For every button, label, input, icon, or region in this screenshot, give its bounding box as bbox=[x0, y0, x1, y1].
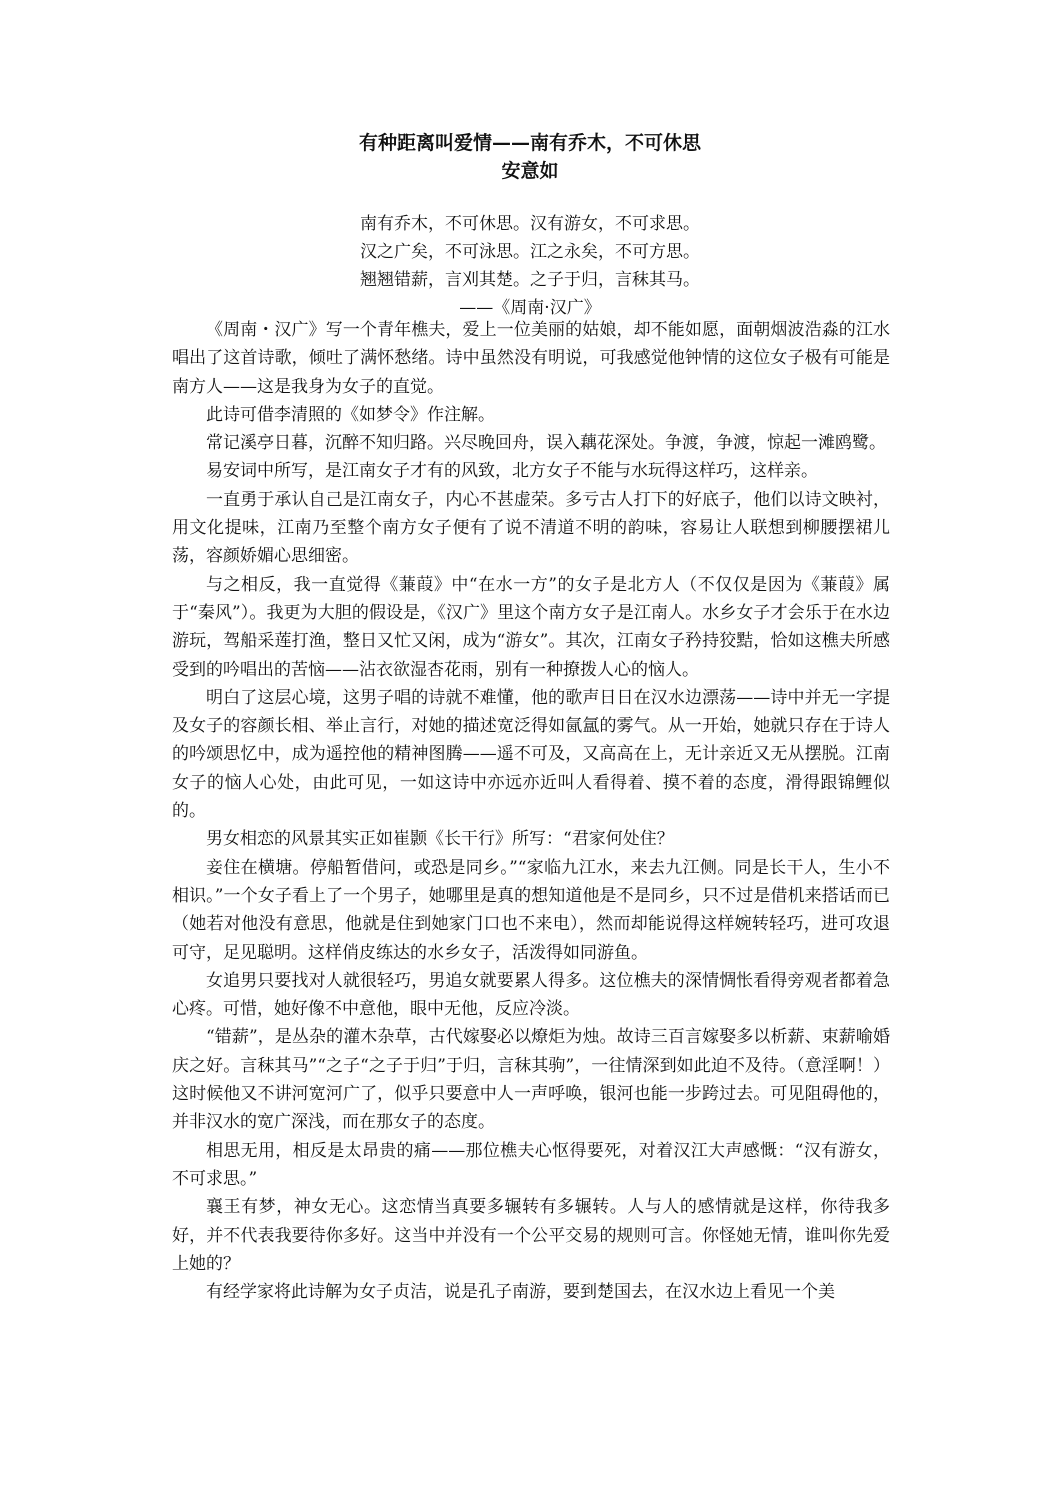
poem-line: 翘翘错薪，言刈其楚。之子于归，言秣其马。 bbox=[360, 270, 700, 290]
paragraph: 男女相恋的风景其实正如崔颢《长干行》所写：“君家何处住？ bbox=[206, 829, 674, 850]
paragraph: 襄王有梦，神女无心。这恋情当真要多辗转有多辗转。人与人的感情就是这样，你待我多好，并不代表我要待你多好。这当中并没有一个公平交易的规则可言。你怪她无情，谁叫你先爱上她的？ bbox=[172, 1197, 890, 1274]
paragraph: 此诗可借李清照的《如梦令》作注解。 bbox=[206, 404, 495, 425]
paragraph: 《周南・汉广》写一个青年樵夫，爱上一位美丽的姑娘，却不能如愿，面朝烟波浩淼的江水唱出了这首诗歌，倾吐了满怀愁绪。诗中虽然没有明说，可我感觉他钟情的这位女子极有可能是南方人——这是我身为女子的直觉。 bbox=[172, 320, 890, 397]
paragraph: 妾住在横塘。停船暂借问，或恐是同乡。”“家临九江水，来去九江侧。同是长干人，生小不相识。”一个女子看上了一个男子，她哪里是真的想知道他是不是同乡，只不过是借机来搭话而已（她若对他没有意思，他就是住到她家门口也不来电），然而却能说得这样婉转轻巧，进可攻退可守，足见聪明。这样俏皮练达的水乡女子，活泼得如同游鱼。 bbox=[172, 857, 890, 963]
poem-source: ——《周南·汉广》 bbox=[459, 298, 601, 318]
poem-line: 汉之广矣，不可泳思。江之永矣，不可方思。 bbox=[360, 242, 700, 262]
paragraph: “错薪”，是丛杂的灌木杂草，古代嫁娶必以燎炬为烛。故诗三百言嫁娶多以析薪、束薪喻婚庆之好。言秣其马”“之子“之子于归”于归，言秣其驹”，一往情深到如此迫不及待。（意淫啊！）这时候他又不讲河宽河广了，似乎只要意中人一声呼唤，银河也能一步跨过去。可见阻碍他的，并非汉水的宽广深浅，而在那女子的态度。 bbox=[172, 1027, 890, 1133]
paragraph: 女追男只要找对人就很轻巧，男追女就要累人得多。这位樵夫的深情惆怅看得旁观者都着急心疼。可惜，她好像不中意他，眼中无他，反应冷淡。 bbox=[172, 970, 890, 1020]
document-author: 安意如 bbox=[501, 160, 559, 182]
paragraph: 一直勇于承认自己是江南女子，内心不甚虚荣。多亏古人打下的好底子，他们以诗文映衬，用文化提味，江南乃至整个南方女子便有了说不清道不明的韵味，容易让人联想到柳腰摆裙儿荡，容颜娇媚心思细密。 bbox=[172, 489, 890, 567]
paragraph: 易安词中所写，是江南女子才有的风致，北方女子不能与水玩得这样巧，这样亲。 bbox=[206, 461, 818, 482]
paragraph: 明白了这层心境，这男子唱的诗就不难懂，他的歌声日日在汉水边漂荡——诗中并无一字提及女子的容颜长相、举止言行，对她的描述宽泛得如氤氲的雾气。从一开始，她就只存在于诗人的吟颂思忆中，成为遥控他的精神图腾——遥不可及，又高高在上，无计亲近又无从摆脱。江南女子的恼人心处，由此可见，一如这诗中亦远亦近叫人看得着、摸不着的态度，滑得跟锦鲤似的。 bbox=[172, 687, 890, 822]
paragraph: 常记溪亭日暮，沉醉不知归路。兴尽晚回舟，误入藕花深处。争渡，争渡，惊起一滩鸥鹭。 bbox=[206, 433, 886, 454]
poem-line: 南有乔木，不可休思。汉有游女，不可求思。 bbox=[360, 214, 700, 234]
paragraph: 与之相反，我一直觉得《蒹葭》中“在水一方”的女子是北方人（不仅仅是因为《蒹葭》属于“秦风”）。我更为大胆的假设是，《汉广》里这个南方女子是江南人。水乡女子才会乐于在水边游玩，驾船采莲打渔，整日又忙又闲，成为“游女”。其次，江南女子矜持狡黠，恰如这樵夫所感受到的吟唱出的苦恼——沾衣欲湿杏花雨，别有一种撩拨人心的恼人。 bbox=[172, 574, 890, 680]
paragraph: 有经学家将此诗解为女子贞洁，说是孔子南游，要到楚国去，在汉水边上看见一个美 bbox=[206, 1282, 835, 1303]
article-body bbox=[172, 316, 890, 1306]
document-title: 有种距离叫爱情——南有乔木，不可休思 bbox=[358, 132, 701, 154]
paragraph: 相思无用，相反是太昂贵的痛——那位樵夫心怄得要死，对着汉江大声感慨：“汉有游女，不可求思。” bbox=[172, 1140, 890, 1189]
